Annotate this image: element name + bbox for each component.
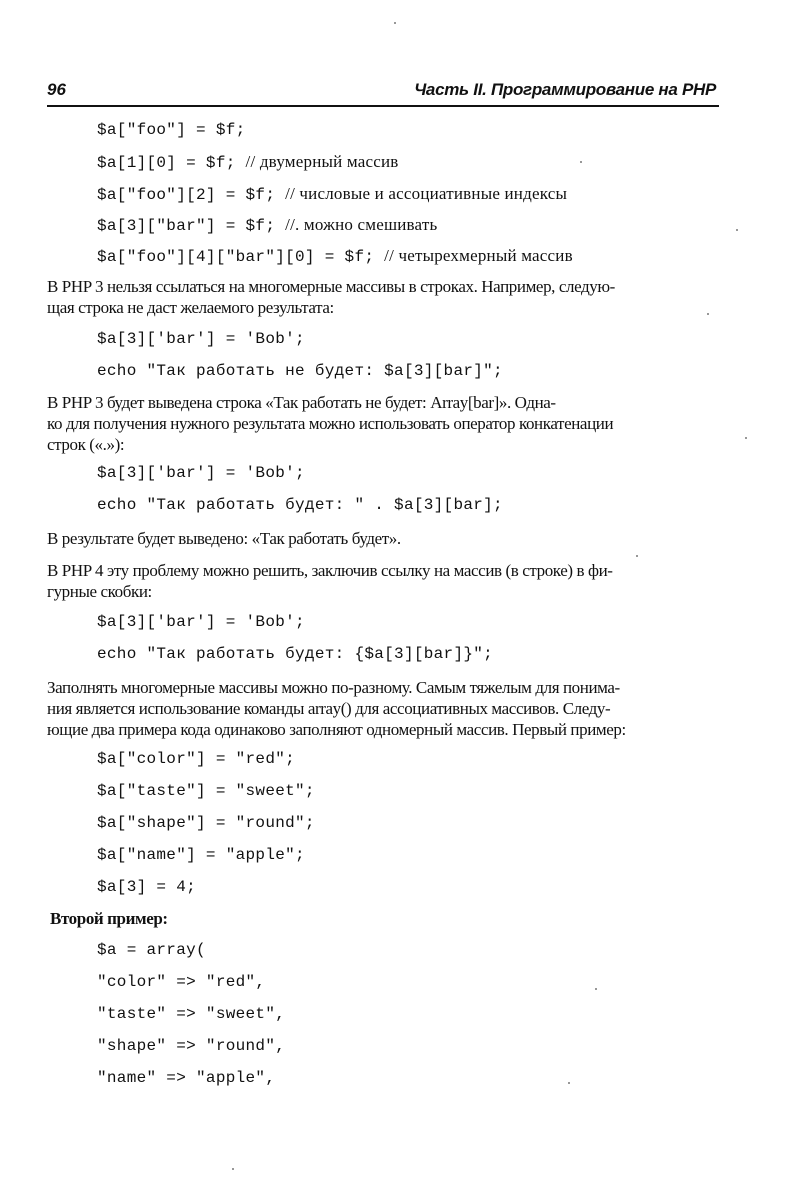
paragraph-line: щая строка не даст желаемого результата: (47, 298, 334, 317)
paragraph-line: ния является использование команды array() для ассоциативных массивов. Следу- (47, 699, 611, 718)
running-header (47, 79, 719, 107)
scan-speck (636, 555, 638, 557)
code-line: echo "Так работать не будет: $a[3][bar]"; (97, 362, 503, 380)
code-line: $a[1][0] = $f; // двумерный массив (97, 152, 399, 172)
scan-speck (568, 1082, 570, 1084)
code-line: $a = array( (97, 941, 206, 959)
code-line: "shape" => "round", (97, 1037, 286, 1055)
code-line: "color" => "red", (97, 973, 266, 991)
code-line: $a[3]['bar'] = 'Bob'; (97, 330, 305, 348)
scan-speck (232, 1168, 234, 1170)
code-line: "name" => "apple", (97, 1069, 276, 1087)
code-comment: //. можно смешивать (285, 215, 438, 234)
paragraph-line: В PHP 4 эту проблему можно решить, заключив ссылку на массив (в строке) в фи- (47, 561, 613, 580)
scan-speck (736, 229, 738, 231)
paragraph-line: строк («.»): (47, 435, 125, 454)
code-line: $a[3]["bar"] = $f; //. можно смешивать (97, 215, 438, 235)
scan-speck (745, 437, 747, 439)
paragraph-line: гурные скобки: (47, 582, 152, 601)
paragraph-line: ко для получения нужного результата можно использовать оператор конкатенации (47, 414, 614, 433)
scan-speck (580, 161, 582, 163)
chapter-title: Часть II. Программирование на PHP (414, 80, 716, 99)
paragraph-line: В PHP 3 нельзя ссылаться на многомерные массивы в строках. Например, следую- (47, 277, 615, 296)
code-line: $a[3] = 4; (97, 878, 197, 896)
code-line: $a["foo"] = $f; (97, 121, 246, 139)
code-line: $a["name"] = "apple"; (97, 846, 305, 864)
code-line: echo "Так работать будет: {$a[3][bar]}"; (97, 645, 494, 663)
scan-speck (707, 313, 709, 315)
section-heading: Второй пример: (50, 909, 168, 928)
code-comment: // числовые и ассоциативные индексы (285, 184, 568, 203)
code-line: $a["taste"] = "sweet"; (97, 782, 315, 800)
paragraph-line: Заполнять многомерные массивы можно по-разному. Самым тяжелым для понима- (47, 678, 620, 697)
paragraph-line: В PHP 3 будет выведена строка «Так работать не будет: Array[bar]». Одна- (47, 393, 556, 412)
code-line: $a["foo"][2] = $f; // числовые и ассоциативные индексы (97, 184, 568, 204)
code-comment: // двумерный массив (245, 152, 399, 171)
paragraph-line: ющие два примера кода одинаково заполняют одномерный массив. Первый пример: (47, 720, 626, 739)
paragraph-line: В результате будет выведено: «Так работать будет». (47, 529, 401, 548)
code-line: $a[3]['bar'] = 'Bob'; (97, 464, 305, 482)
scan-speck (595, 988, 597, 990)
code-line: $a["color"] = "red"; (97, 750, 296, 768)
code-line: echo "Так работать будет: " . $a[3][bar]; (97, 496, 503, 514)
code-line: $a["shape"] = "round"; (97, 814, 315, 832)
code-line: $a["foo"][4]["bar"][0] = $f; // четырехмерный массив (97, 246, 573, 266)
page-number: 96 (47, 80, 66, 99)
code-comment: // четырехмерный массив (384, 246, 573, 265)
scan-speck (394, 22, 396, 24)
code-line: $a[3]['bar'] = 'Bob'; (97, 613, 305, 631)
code-line: "taste" => "sweet", (97, 1005, 286, 1023)
